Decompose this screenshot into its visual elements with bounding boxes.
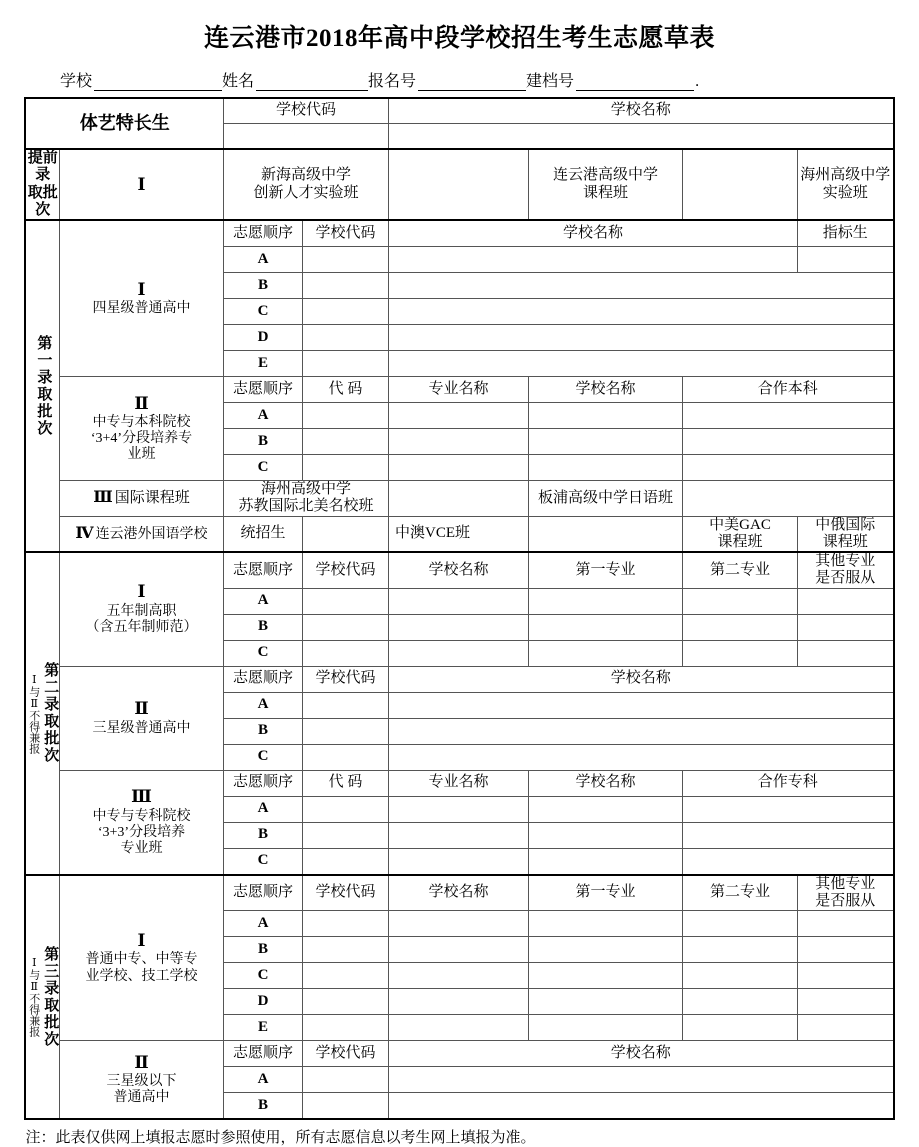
field-archive-number (526, 68, 699, 91)
batch1-group2-desc-3: 业班 (127, 447, 156, 463)
early-batch-school-1 (223, 149, 388, 220)
batch2-group1-label (59, 552, 223, 666)
batch3-g1-b-name[interactable] (389, 937, 529, 963)
batch1-g2-c-major[interactable] (389, 455, 529, 481)
batch3-g1-c-major2[interactable] (683, 963, 798, 989)
batch2-g3-letter-b: B (223, 822, 302, 848)
batch1-g4-cell-5 (683, 516, 798, 552)
batch2-g2-header-row (25, 666, 893, 692)
batch1-group2-label (59, 377, 223, 481)
batch3-g1-d-major1[interactable] (529, 989, 683, 1015)
batch3-g1-letter-d: D (223, 989, 302, 1015)
batch2-g2-letter-b: B (223, 718, 302, 744)
batch2-g1-col-major2: 第二专业 (683, 552, 798, 588)
batch3-g2-header-row (25, 1041, 893, 1067)
batch3-group2-label (59, 1041, 223, 1120)
batch2-g2-col-order: 志愿顺序 (223, 666, 302, 692)
batch1-g1-col-target: 指标生 (798, 220, 894, 247)
batch1-g1-col-code: 学校代码 (302, 220, 388, 247)
field-tail-dot: . (695, 73, 700, 90)
batch3-g1-d-obey[interactable] (798, 989, 894, 1015)
batch3-group2-desc-2: 普通高中 (113, 1090, 170, 1106)
batch3-g1-letter-e: E (223, 1015, 302, 1041)
early-batch-roman: Ⅰ (59, 149, 223, 220)
batch1-group3-roman: Ⅲ (93, 489, 113, 507)
batch3-g1-col-major2: 第二专业 (683, 875, 798, 911)
batch1-g2-letter-b: B (223, 429, 302, 455)
batch1-g1-b-name[interactable] (389, 273, 894, 299)
batch2-g3-a-school[interactable] (529, 796, 683, 822)
batch1-g2-b-major[interactable] (389, 429, 529, 455)
batch2-g3-b-code[interactable] (302, 822, 388, 848)
batch3-g2-a-code[interactable] (302, 1067, 388, 1093)
header-fields (60, 56, 889, 97)
batch3-g1-e-obey[interactable] (798, 1015, 894, 1041)
batch1-g4-cell-4-input[interactable] (529, 516, 683, 552)
batch2-g1-letter-c: C (223, 640, 302, 666)
batch3-g1-header-row (25, 875, 893, 911)
volunteer-form-table (24, 97, 894, 1120)
batch1-g3-row (25, 481, 893, 517)
early-batch-school-2 (529, 149, 683, 220)
batch2-g1-col-obey-line2: 是否服从 (815, 570, 876, 587)
batch2-g3-c-code[interactable] (302, 848, 388, 875)
batch1-g1-letter-e: E (223, 351, 302, 377)
batch3-g2-col-name: 学校名称 (389, 1041, 894, 1067)
batch3-g1-col-obey-line1: 其他专业 (815, 875, 876, 892)
batch3-g2-col-code: 学校代码 (302, 1041, 388, 1067)
footer-note: 注：此表仅供网上填报志愿时参照使用，所有志愿信息以考生网上填报为准。 (25, 1130, 536, 1146)
batch2-g3-c-major[interactable] (389, 848, 529, 875)
batch1-g1-a-name[interactable] (389, 247, 798, 273)
early-batch-school-3 (798, 149, 894, 220)
batch1-group4-desc: 连云港外国语学校 (95, 526, 208, 542)
batch3-rail-label: 第三录取批次 (42, 945, 59, 1048)
batch1-g1-e-code[interactable] (302, 351, 388, 377)
batch2-g3-col-coop: 合作专科 (683, 770, 894, 796)
batch2-group3-desc-1: 中专与专科院校 (92, 808, 191, 824)
batch1-g1-letter-b: B (223, 273, 302, 299)
batch1-g2-a-coop[interactable] (683, 403, 894, 429)
batch2-g1-a-obey[interactable] (798, 588, 894, 614)
batch2-g3-b-coop[interactable] (683, 822, 894, 848)
batch2-g3-letter-c: C (223, 848, 302, 875)
batch1-g1-col-name: 学校名称 (389, 220, 798, 247)
batch2-g1-b-obey[interactable] (798, 614, 894, 640)
batch1-g1-b-code[interactable] (302, 273, 388, 299)
batch2-group1-desc-1: 五年制高职 (106, 603, 177, 619)
early-batch-school-2-input[interactable] (683, 149, 798, 220)
batch1-group3-desc: 国际课程班 (114, 490, 190, 507)
batch3-g1-b-code[interactable] (302, 937, 388, 963)
batch3-g1-b-major1[interactable] (529, 937, 683, 963)
batch3-group2-roman: Ⅱ (134, 1052, 149, 1072)
batch2-g1-a-name[interactable] (389, 588, 529, 614)
batch2-g3-header-row (25, 770, 893, 796)
early-batch-school-2-line1: 连云港高级中学 (552, 167, 658, 184)
batch2-g1-b-major2[interactable] (683, 614, 798, 640)
batch1-g4-cell-7-line1: 中俄国际 (815, 516, 876, 533)
batch3-g1-a-name[interactable] (389, 911, 529, 937)
batch2-g1-c-code[interactable] (302, 640, 388, 666)
batch2-g3-letter-a: A (223, 796, 302, 822)
batch3-rail-sublabel: Ⅰ与Ⅱ不得兼报 (27, 956, 40, 1038)
batch1-rail-label: 第一录取批次 (35, 335, 52, 437)
batch1-group4-roman: Ⅳ (75, 524, 94, 542)
batch1-group2-desc-2: ‘3+4’分段培养专 (90, 431, 193, 447)
batch2-g2-col-name: 学校名称 (389, 666, 894, 692)
batch1-g2-c-coop[interactable] (683, 455, 894, 481)
batch2-group2-label (59, 666, 223, 770)
batch2-group3-label (59, 770, 223, 875)
batch3-g1-d-major2[interactable] (683, 989, 798, 1015)
batch2-g1-b-name[interactable] (389, 614, 529, 640)
batch3-g1-d-name[interactable] (389, 989, 529, 1015)
batch2-rail (25, 552, 59, 875)
talent-col-school-code: 学校代码 (223, 98, 388, 124)
batch2-g3-b-major[interactable] (389, 822, 529, 848)
talent-header-row (25, 98, 893, 124)
batch2-g2-letter-c: C (223, 744, 302, 770)
batch2-g1-a-code[interactable] (302, 588, 388, 614)
batch1-g2-letter-c: C (223, 455, 302, 481)
batch2-g1-b-major1[interactable] (529, 614, 683, 640)
batch2-g3-col-school: 学校名称 (529, 770, 683, 796)
batch1-group2-roman: Ⅱ (134, 393, 149, 413)
batch2-g3-c-school[interactable] (529, 848, 683, 875)
batch3-g2-letter-a: A (223, 1067, 302, 1093)
batch3-g1-b-major2[interactable] (683, 937, 798, 963)
batch3-g2-letter-b: B (223, 1093, 302, 1120)
batch1-g1-d-code[interactable] (302, 325, 388, 351)
batch2-g1-c-name[interactable] (389, 640, 529, 666)
batch3-g1-c-code[interactable] (302, 963, 388, 989)
batch1-g3-cell-2-input[interactable] (389, 481, 529, 517)
field-archive-number-input[interactable] (576, 75, 694, 91)
batch3-g1-b-obey[interactable] (798, 937, 894, 963)
field-exam-number-label: 报名号 (368, 73, 417, 90)
batch1-g2-c-code[interactable] (302, 455, 388, 481)
batch2-g3-col-order: 志愿顺序 (223, 770, 302, 796)
batch2-group2-desc-1: 三星级普通高中 (92, 720, 191, 736)
batch2-g1-col-code: 学校代码 (302, 552, 388, 588)
batch3-g1-e-code[interactable] (302, 1015, 388, 1041)
field-name (222, 68, 368, 91)
batch2-group3-desc-2: ‘3+3’分段培养 (97, 824, 186, 840)
early-batch-school-1-input[interactable] (389, 149, 529, 220)
batch3-g1-c-obey[interactable] (798, 963, 894, 989)
early-batch-rail-line1: 提前录 (27, 150, 58, 184)
batch2-g2-letter-a: A (223, 692, 302, 718)
batch3-g1-col-obey (798, 875, 894, 911)
batch1-g2-col-school: 学校名称 (529, 377, 683, 403)
batch3-g2-col-order: 志愿顺序 (223, 1041, 302, 1067)
batch3-g1-a-major2[interactable] (683, 911, 798, 937)
batch3-g1-letter-a: A (223, 911, 302, 937)
batch3-g1-letter-b: B (223, 937, 302, 963)
early-batch-school-1-line2: 创新人才实验班 (253, 184, 359, 201)
batch2-group3-desc-3: 专业班 (120, 840, 163, 856)
batch1-g2-col-major: 专业名称 (389, 377, 529, 403)
batch2-g1-a-major2[interactable] (683, 588, 798, 614)
talent-code-input[interactable] (223, 124, 388, 150)
batch1-g4-cell-1 (223, 516, 302, 552)
batch1-g3-cell-3 (529, 481, 683, 517)
batch2-g1-col-name: 学校名称 (389, 552, 529, 588)
batch1-g4-cell-7 (798, 516, 894, 552)
batch2-g3-c-coop[interactable] (683, 848, 894, 875)
batch1-g1-a-target[interactable] (798, 247, 894, 273)
batch1-g4-cell-3-line1: 中澳VCE班 (395, 525, 471, 542)
batch1-group1-label (59, 220, 223, 377)
batch1-g2-col-coop: 合作本科 (683, 377, 894, 403)
batch1-g1-a-code[interactable] (302, 247, 388, 273)
batch1-g2-b-code[interactable] (302, 429, 388, 455)
batch2-g1-col-obey-line1: 其他专业 (815, 553, 876, 569)
batch1-g4-cell-1-line1: 统招生 (240, 525, 286, 542)
batch1-g4-cell-7-line2: 课程班 (822, 533, 868, 550)
early-batch-school-3-line1: 海州高级中学 (800, 167, 891, 184)
batch2-g2-c-name[interactable] (389, 744, 894, 770)
batch2-g3-col-code: 代 码 (302, 770, 388, 796)
batch2-g1-c-major1[interactable] (529, 640, 683, 666)
batch1-g3-cell-1 (223, 481, 388, 517)
batch3-g1-e-name[interactable] (389, 1015, 529, 1041)
batch1-g4-cell-3 (389, 516, 529, 552)
batch2-g1-col-order: 志愿顺序 (223, 552, 302, 588)
batch2-g3-a-code[interactable] (302, 796, 388, 822)
batch2-g2-b-code[interactable] (302, 718, 388, 744)
batch1-g1-c-code[interactable] (302, 299, 388, 325)
batch1-g2-c-school[interactable] (529, 455, 683, 481)
batch3-group1-desc-2: 业学校、技工学校 (85, 968, 198, 984)
batch2-g1-col-obey (798, 552, 894, 588)
batch3-g1-c-name[interactable] (389, 963, 529, 989)
batch1-group3-label (59, 481, 223, 517)
batch1-g3-cell-1-line2: 苏教国际北美名校班 (238, 498, 374, 515)
batch1-group1-desc: 四星级普通高中 (92, 301, 191, 317)
batch2-group1-roman: Ⅰ (137, 582, 146, 602)
batch3-g1-col-major1: 第一专业 (529, 875, 683, 911)
batch1-rail (25, 220, 59, 552)
batch2-rail-label: 第二录取批次 (42, 662, 59, 765)
batch3-g1-col-obey-line2: 是否服从 (815, 892, 876, 909)
batch3-g1-c-major1[interactable] (529, 963, 683, 989)
batch1-g2-b-school[interactable] (529, 429, 683, 455)
batch1-g4-row (25, 516, 893, 552)
batch1-g1-letter-a: A (223, 247, 302, 273)
batch1-group2-desc-1: 中专与本科院校 (92, 415, 191, 431)
batch3-g1-a-major1[interactable] (529, 911, 683, 937)
batch3-g1-e-major1[interactable] (529, 1015, 683, 1041)
batch1-g2-col-order: 志愿顺序 (223, 377, 302, 403)
field-exam-number (368, 68, 526, 91)
batch1-g1-d-name[interactable] (389, 325, 894, 351)
batch3-group1-label (59, 875, 223, 1041)
early-batch-school-3-line2: 实验班 (822, 184, 868, 201)
batch2-g1-c-major2[interactable] (683, 640, 798, 666)
early-batch-row (25, 149, 893, 220)
batch2-g3-a-coop[interactable] (683, 796, 894, 822)
batch1-group4-label (59, 516, 223, 552)
early-batch-rail-line2: 取批次 (27, 184, 58, 218)
field-name-input[interactable] (256, 75, 368, 91)
batch2-g2-col-code: 学校代码 (302, 666, 388, 692)
batch2-g1-b-code[interactable] (302, 614, 388, 640)
batch3-rail (25, 875, 59, 1120)
page-title: 连云港市2018年高中段学校招生考生志愿草表 (203, 25, 715, 52)
batch2-g1-c-obey[interactable] (798, 640, 894, 666)
batch1-g1-header-row (25, 220, 893, 247)
batch3-g1-d-code[interactable] (302, 989, 388, 1015)
batch2-group3-roman: Ⅲ (131, 787, 152, 807)
field-school-input[interactable] (94, 75, 222, 91)
batch3-g2-a-name[interactable] (389, 1067, 894, 1093)
batch2-g2-c-code[interactable] (302, 744, 388, 770)
batch1-g1-col-order: 志愿顺序 (223, 220, 302, 247)
early-batch-rail (25, 149, 59, 220)
batch2-g3-b-school[interactable] (529, 822, 683, 848)
batch3-g1-col-order: 志愿顺序 (223, 875, 302, 911)
early-batch-school-1-line1: 新海高级中学 (260, 167, 351, 184)
batch1-g4-cell-5-line1: 中美GAC (709, 516, 771, 533)
batch1-g3-cell-4-input[interactable] (683, 481, 894, 517)
field-archive-number-label: 建档号 (526, 73, 575, 90)
batch1-g3-cell-3-line1: 板浦高级中学日语班 (537, 489, 673, 506)
batch2-g1-header-row (25, 552, 893, 588)
batch2-g1-letter-a: A (223, 588, 302, 614)
batch2-g1-a-major1[interactable] (529, 588, 683, 614)
batch3-g1-letter-c: C (223, 963, 302, 989)
batch1-g2-a-major[interactable] (389, 403, 529, 429)
batch1-g1-c-name[interactable] (389, 299, 894, 325)
batch2-g2-a-code[interactable] (302, 692, 388, 718)
batch3-g1-e-major2[interactable] (683, 1015, 798, 1041)
batch2-g2-b-name[interactable] (389, 718, 894, 744)
batch2-group1-desc-2: （含五年制师范） (85, 620, 198, 636)
talent-name-input[interactable] (389, 124, 894, 150)
batch1-g4-cell-5-line2: 课程班 (717, 533, 763, 550)
batch3-group2-desc-1: 三星级以下 (106, 1074, 177, 1090)
batch1-g2-b-coop[interactable] (683, 429, 894, 455)
early-batch-school-2-line2: 课程班 (582, 184, 628, 201)
batch3-g1-col-name: 学校名称 (389, 875, 529, 911)
batch1-g4-cell-2-input[interactable] (302, 516, 388, 552)
batch3-g1-a-code[interactable] (302, 911, 388, 937)
batch1-g1-e-name[interactable] (389, 351, 894, 377)
batch1-g1-letter-d: D (223, 325, 302, 351)
batch1-group1-roman: Ⅰ (137, 279, 146, 299)
batch1-g1-letter-c: C (223, 299, 302, 325)
batch2-g2-a-name[interactable] (389, 692, 894, 718)
batch3-group1-roman: Ⅰ (137, 930, 146, 950)
batch1-g3-cell-1-line1: 海州高级中学 (260, 481, 351, 497)
batch3-g1-col-code: 学校代码 (302, 875, 388, 911)
batch1-g2-header-row (25, 377, 893, 403)
field-name-label: 姓名 (222, 73, 255, 90)
batch3-g1-a-obey[interactable] (798, 911, 894, 937)
batch1-g2-col-code: 代 码 (302, 377, 388, 403)
field-school-label: 学校 (60, 73, 93, 90)
batch1-g2-letter-a: A (223, 403, 302, 429)
field-school (60, 68, 222, 91)
batch1-g2-a-code[interactable] (302, 403, 388, 429)
batch2-g1-col-major1: 第一专业 (529, 552, 683, 588)
batch2-g3-a-major[interactable] (389, 796, 529, 822)
batch3-g2-b-code[interactable] (302, 1093, 388, 1120)
talent-section-title: 体艺特长生 (25, 98, 223, 149)
batch2-group2-roman: Ⅱ (134, 699, 149, 719)
batch1-g2-a-school[interactable] (529, 403, 683, 429)
batch2-rail-sublabel: Ⅰ与Ⅱ不得兼报 (27, 672, 40, 754)
field-exam-number-input[interactable] (418, 75, 526, 91)
batch3-group1-desc-1: 普通中专、中等专 (85, 952, 198, 968)
batch2-g3-col-major: 专业名称 (389, 770, 529, 796)
batch2-g1-letter-b: B (223, 614, 302, 640)
batch3-g2-b-name[interactable] (389, 1093, 894, 1120)
talent-col-school-name: 学校名称 (389, 98, 894, 124)
